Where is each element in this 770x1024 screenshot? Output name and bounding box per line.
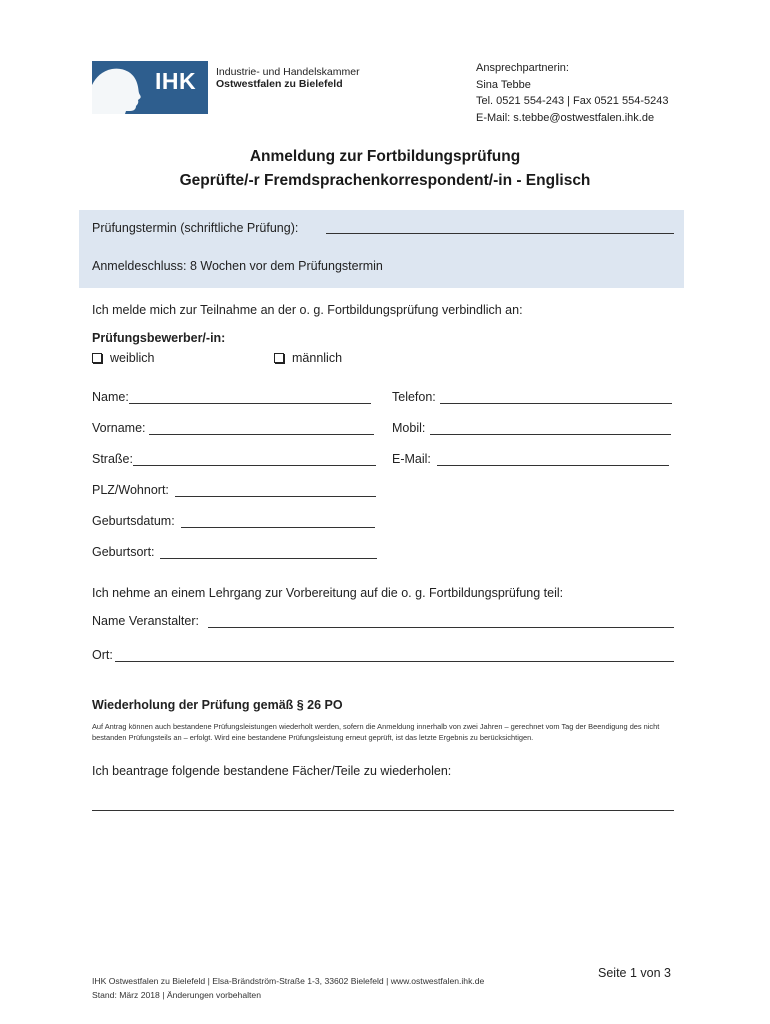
exam-date-label: Prüfungstermin (schriftliche Prüfung): <box>92 221 299 235</box>
registration-intro: Ich melde mich zur Teilnahme an der o. g. Fortbildungsprüfung verbindlich an: <box>92 303 523 317</box>
geburtsort-field[interactable] <box>160 558 377 559</box>
org-line-1: Industrie- und Handelskammer <box>216 66 360 78</box>
geburtsdatum-field[interactable] <box>181 527 375 528</box>
footer-address: IHK Ostwestfalen zu Bielefeld | Elsa-Brändström-Straße 1-3, 33602 Bielefeld | www.ostwestfalen.ihk.de <box>92 976 485 986</box>
exam-date-field[interactable] <box>326 233 674 234</box>
org-line-2: Ostwestfalen zu Bielefeld <box>216 78 343 90</box>
telefon-field[interactable] <box>440 403 672 404</box>
repeat-heading: Wiederholung der Prüfung gemäß § 26 PO <box>92 698 343 712</box>
footer <box>92 974 484 1002</box>
geburtsort-label: Geburtsort: <box>92 545 155 559</box>
logo-wordmark: IHK <box>155 68 197 94</box>
ihk-logo <box>92 61 208 114</box>
organizer-field[interactable] <box>208 627 674 628</box>
page-subtitle: Geprüfte/-r Fremdsprachenkorrespondent/-in - Englisch <box>179 172 591 189</box>
organizer-label: Name Veranstalter: <box>92 614 199 628</box>
vorname-field[interactable] <box>149 434 374 435</box>
contact-label: Ansprechpartnerin: <box>476 62 569 74</box>
page-number: Seite 1 von 3 <box>598 966 671 980</box>
gender-male-option[interactable] <box>274 351 342 365</box>
vorname-label: Vorname: <box>92 421 146 435</box>
mobil-label: Mobil: <box>392 421 426 435</box>
gender-female-label: weiblich <box>110 351 155 365</box>
geburtsdatum-label: Geburtsdatum: <box>92 514 175 528</box>
contact-name: Sina Tebbe <box>476 78 531 91</box>
gender-female-option[interactable] <box>92 351 154 365</box>
telefon-label: Telefon: <box>392 390 436 404</box>
repeat-note: Auf Antrag können auch bestandene Prüfungsleistungen wiederholt werden, sofern die Anmeldung innerhalb von zwei Jahren – gerechnet vom Tag der Beendigung des nicht bestanden Prüfungsteils an – erfolgt. Wird eine bestandene Prüfungsleistung erneut geprüft, ist das letzte Ergebnis zu berücksichtigen. <box>92 722 660 742</box>
gender-male-label: männlich <box>292 351 343 365</box>
checkbox-icon[interactable] <box>92 353 102 363</box>
page-title: Anmeldung zur Fortbildungsprüfung <box>249 148 521 165</box>
location-field[interactable] <box>115 661 674 662</box>
email-label: E-Mail: <box>392 452 431 466</box>
plz-field[interactable] <box>175 496 376 497</box>
mobil-field[interactable] <box>430 434 671 435</box>
contact-email: E-Mail: s.tebbe@ostwestfalen.ihk.de <box>476 111 655 124</box>
checkbox-icon[interactable] <box>274 353 284 363</box>
course-intro: Ich nehme an einem Lehrgang zur Vorbereitung auf die o. g. Fortbildungsprüfung teil: <box>92 586 564 600</box>
strasse-label: Straße: <box>92 452 133 466</box>
deadline-text: Anmeldeschluss: 8 Wochen vor dem Prüfungstermin <box>92 259 383 273</box>
contact-phone: Tel. 0521 554-243 | Fax 0521 554-5243 <box>476 95 669 108</box>
applicant-heading: Prüfungsbewerber/-in: <box>92 331 226 345</box>
repeat-request: Ich beantrage folgende bestandene Fächer/Teile zu wiederholen: <box>92 764 452 778</box>
email-field[interactable] <box>437 465 669 466</box>
footer-stand: Stand: März 2018 | Änderungen vorbehalten <box>92 990 261 1000</box>
organization-name <box>216 66 360 90</box>
location-label: Ort: <box>92 648 113 662</box>
name-label: Name: <box>92 390 129 404</box>
contact-block <box>476 60 668 126</box>
name-field[interactable] <box>129 403 371 404</box>
repeat-subjects-field[interactable] <box>92 810 674 811</box>
plz-label: PLZ/Wohnort: <box>92 483 169 497</box>
strasse-field[interactable] <box>133 465 376 466</box>
